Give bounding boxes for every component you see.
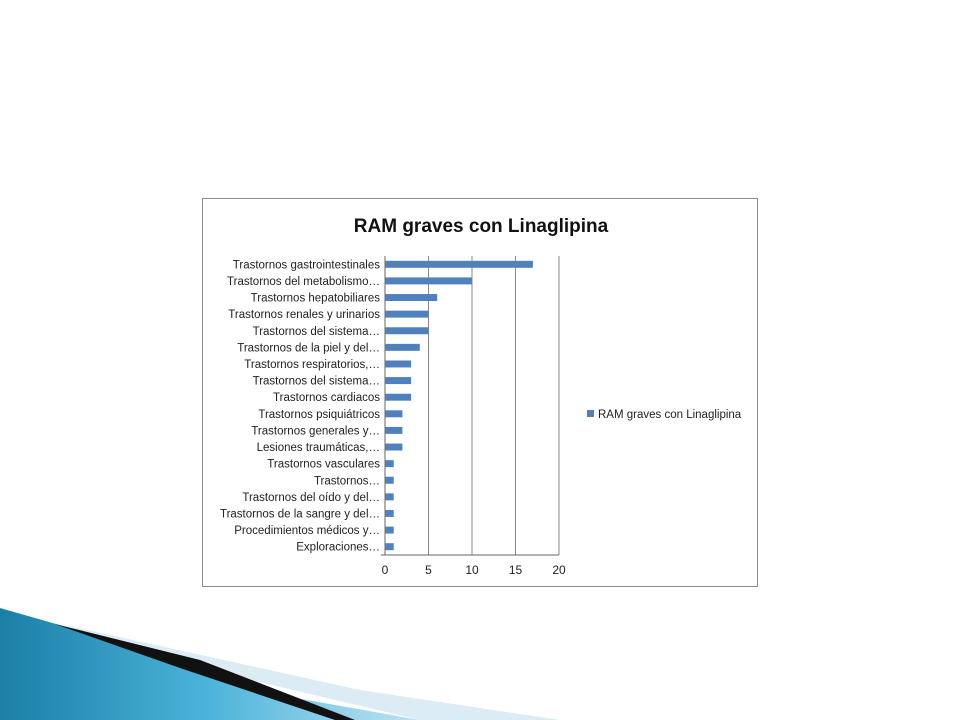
x-tick-label: 10 xyxy=(465,563,479,577)
category-label: Trastornos del metabolismo… xyxy=(227,275,380,288)
category-label: Trastornos de la piel y del… xyxy=(237,342,380,355)
category-label: Trastornos cardiacos xyxy=(273,392,380,405)
x-tick-label: 15 xyxy=(508,563,523,577)
category-label: Trastornos gastrointestinales xyxy=(232,259,380,272)
category-label: Exploraciones… xyxy=(296,541,380,554)
category-label: Trastornos del oído y del… xyxy=(242,491,380,504)
category-label: Trastornos hepatobiliares xyxy=(250,292,380,305)
category-label: Lesiones traumáticas,… xyxy=(256,442,380,455)
category-label: Trastornos renales y urinarios xyxy=(228,309,380,322)
category-label: Trastornos… xyxy=(313,475,380,488)
category-label: Trastornos del sistema… xyxy=(252,375,380,388)
category-label: Trastornos de la sangre y del… xyxy=(219,508,380,521)
category-label: Trastornos del sistema… xyxy=(252,325,380,338)
category-label: Trastornos vasculares xyxy=(267,458,380,471)
category-label: Trastornos respiratorios,… xyxy=(244,358,380,371)
category-label: Procedimientos médicos y… xyxy=(234,525,380,538)
x-tick-label: 0 xyxy=(381,563,389,577)
legend-label: RAM graves con Linaglipina xyxy=(598,409,742,421)
category-label: Trastornos psiquiátricos xyxy=(258,408,380,421)
chart-title: RAM graves con Linaglipina xyxy=(353,216,609,237)
category-label: Trastornos generales y… xyxy=(251,425,380,438)
x-tick-label: 20 xyxy=(552,563,566,577)
x-tick-label: 5 xyxy=(425,563,432,577)
